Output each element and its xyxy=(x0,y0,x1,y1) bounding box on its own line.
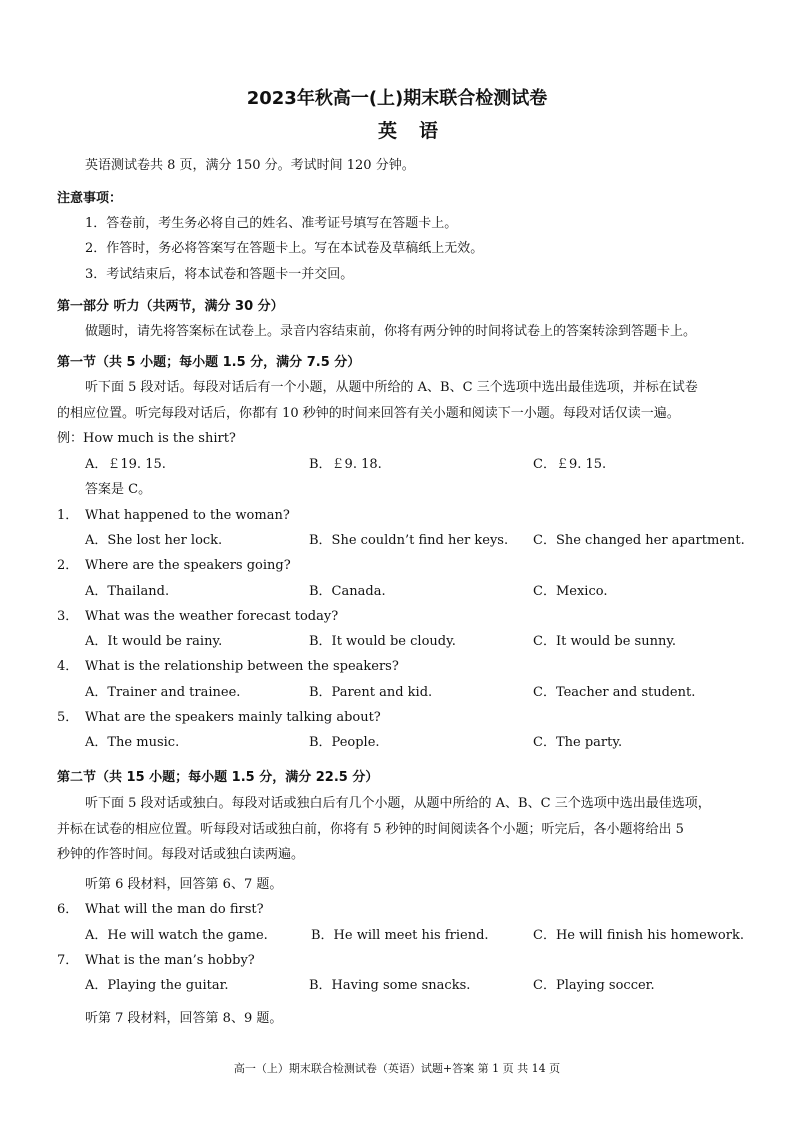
note-item: 2．作答时，务必将答案写在答题卡上。写在本试卷及草稿纸上无效。 xyxy=(85,241,484,256)
question-text: Where are the speakers going? xyxy=(85,558,291,573)
option-c: C．The party. xyxy=(533,735,623,750)
question-number: 3． xyxy=(57,609,79,624)
option-b: B．Having some snacks. xyxy=(309,978,471,993)
example-option-c: C．￡9. 15. xyxy=(533,457,607,472)
exam-title: 2023年秋高一(上)期末联合检测试卷 xyxy=(246,88,548,109)
option-b: B．He will meet his friend. xyxy=(311,928,489,943)
exam-subject: 英语 xyxy=(377,120,460,142)
question-number: 6． xyxy=(57,902,79,917)
option-b: B．Canada. xyxy=(309,584,386,599)
question-text: What are the speakers mainly talking about? xyxy=(85,710,381,725)
example-option-a: A．￡19. 15. xyxy=(85,457,166,472)
exam-intro: 英语测试卷共 8 页，满分 150 分。考试时间 120 分钟。 xyxy=(85,158,415,173)
option-c: C．Playing soccer. xyxy=(533,978,655,993)
option-a: A．Thailand. xyxy=(85,584,170,599)
section2-instruction: 并标在试卷的相应位置。听每段对话或独白前，你将有 5 秒钟的时间阅读各个小题；听完后，各小题将给出 5 xyxy=(57,822,684,837)
option-a: A．It would be rainy. xyxy=(85,634,223,649)
option-c: C．Mexico. xyxy=(533,584,608,599)
page-footer: 高一（上）期末联合检测试卷（英语）试题+答案 第 1 页 共 14 页 xyxy=(233,1062,561,1075)
part1-instruction: 做题时，请先将答案标在试卷上。录音内容结束前，你将有两分钟的时间将试卷上的答案转涂到答题卡上。 xyxy=(85,324,697,339)
option-c: C．He will finish his homework. xyxy=(533,928,744,943)
question-number: 5． xyxy=(57,710,79,725)
example-answer: 答案是 C。 xyxy=(85,482,152,497)
section2-instruction: 听下面 5 段对话或独白。每段对话或独白后有几个小题，从题中所给的 A、B、C 三个选项中选出最佳选项， xyxy=(85,796,711,811)
material-6-note: 听第 6 段材料，回答第 6、7 题。 xyxy=(85,877,283,892)
option-b: B．Parent and kid. xyxy=(309,685,433,700)
question-number: 1． xyxy=(57,508,79,523)
section1-heading: 第一节（共 5 小题；每小题 1.5 分，满分 7.5 分） xyxy=(57,355,361,370)
option-c: C．Teacher and student. xyxy=(533,685,696,700)
section2-instruction: 秒钟的作答时间。每段对话或独白读两遍。 xyxy=(57,847,305,862)
question-text: What was the weather forecast today? xyxy=(85,609,339,624)
section1-instruction: 听下面 5 段对话。每段对话后有一个小题，从题中所给的 A、B、C 三个选项中选出最佳选项，并标在试卷 xyxy=(85,380,698,395)
option-b: B．People. xyxy=(309,735,380,750)
part1-heading: 第一部分 听力（共两节，满分 30 分） xyxy=(57,299,284,314)
question-text: What will the man do first? xyxy=(85,902,264,917)
example-option-b: B．￡9. 18. xyxy=(309,457,382,472)
question-text: What is the man’s hobby? xyxy=(85,953,255,968)
option-c: C．She changed her apartment. xyxy=(533,533,745,548)
option-a: A．She lost her lock. xyxy=(85,533,223,548)
option-b: B．She couldn’t find her keys. xyxy=(309,533,509,548)
notes-heading: 注意事项： xyxy=(57,191,123,206)
question-text: What happened to the woman? xyxy=(85,508,290,523)
option-a: A．Playing the guitar. xyxy=(85,978,229,993)
question-text: What is the relationship between the speakers? xyxy=(85,659,399,674)
option-a: A．The music. xyxy=(85,735,180,750)
question-number: 4． xyxy=(57,659,79,674)
option-c: C．It would be sunny. xyxy=(533,634,677,649)
example-question: 例：How much is the shirt? xyxy=(57,431,236,446)
section2-heading: 第二节（共 15 小题；每小题 1.5 分，满分 22.5 分） xyxy=(57,770,379,785)
question-number: 2． xyxy=(57,558,79,573)
question-number: 7． xyxy=(57,953,79,968)
section1-instruction: 的相应位置。听完每段对话后，你都有 10 秒钟的时间来回答有关小题和阅读下一小题。每段对话仅读一遍。 xyxy=(57,406,680,421)
note-item: 3．考试结束后，将本试卷和答题卡一并交回。 xyxy=(85,267,354,282)
material-7-note: 听第 7 段材料，回答第 8、9 题。 xyxy=(85,1011,283,1026)
option-a: A．He will watch the game. xyxy=(85,928,268,943)
note-item: 1．答卷前，考生务必将自己的姓名、准考证号填写在答题卡上。 xyxy=(85,216,458,231)
option-a: A．Trainer and trainee. xyxy=(85,685,241,700)
option-b: B．It would be cloudy. xyxy=(309,634,456,649)
